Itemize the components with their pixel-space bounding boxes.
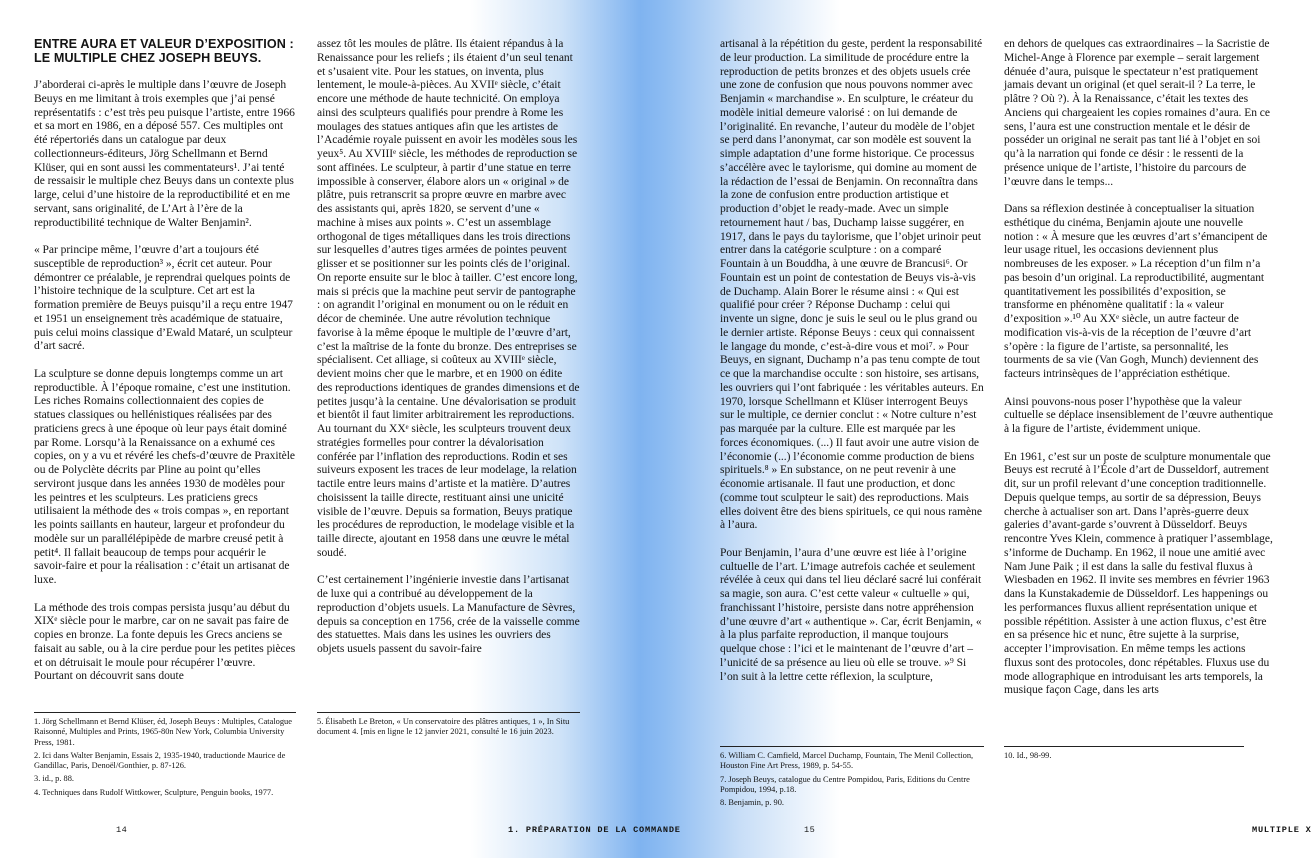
paragraph: en dehors de quelques cas extraordinaires – la Sacristie de Michel-Ange à Florence par exemple – serait largement dénuée d’aura, puisque le spectateur n’est pratiquement jamais devant un original (et quel serait-il ? La terre, le plâtre ? Où ?). À la Renaissance, c’était les textes des Anciens qui chargeaient les copies romaines d’aura. En ce sens, l’aura est une construction mentale et le désir de posséder un original ne serait pas tant lié à l’objet en soi qu’à la narration qui fonde ce désir : le ressenti de la présence unique de l’artiste, l’histoire du parcours de l’œuvre dans le temps... bbox=[1004, 38, 1270, 188]
footnote: 4. Techniques dans Rudolf Wittkower, Sculpture, Penguin books, 1977. bbox=[34, 787, 274, 797]
footnote: 3. id., p. 88. bbox=[34, 774, 75, 784]
footnote: 2. Ici dans Walter Benjamin, Essais 2, 1935-1940, traductionde Maurice de Gandillac, Paris, Denoël/Gonthier, p. 87-126. bbox=[34, 750, 286, 771]
paragraph: Dans sa réflexion destinée à conceptualiser la situation esthétique du cinéma, Benjamin ajoute une nouvelle notion : « À mesure que les œuvres d’art s’émancipent de leur usage rituel, les occasions deviennent plus nombreuses de les exposer. » La réception d’un film n’a pas besoin d’un original. La reproductibilité, augmentant quantitativement les possibilités d’exposition, se transforme en phénomène qualitatif : la « valeur d’exposition ».¹⁰ Au XXᵉ siècle, un autre facteur de modification vis-à-vis de la réception de l’œuvre d’art s’opère : la figure de l’artiste, sa personnalité, les tourments de sa vie (Van Gogh, Munch) deviennent des facteurs intrinsèques de l’appréciation esthétique. bbox=[1004, 203, 1268, 380]
footnotes-col1 bbox=[34, 712, 296, 801]
paragraph: Ainsi pouvons-nous poser l’hypothèse que la valeur cultuelle se déplace insensiblement de l’œuvre authentique à la figure de l’artiste, évidemment unique. bbox=[1004, 395, 1273, 435]
right-column-1 bbox=[720, 38, 984, 698]
running-head-left: 1. PRÉPARATION DE LA COMMANDE bbox=[508, 825, 681, 835]
right-column-2 bbox=[1004, 38, 1274, 712]
paragraph: J’aborderai ci-après le multiple dans l’œuvre de Joseph Beuys en me limitant à trois exemples que j’ai pensé représentatifs : c’est très peu puisque l’artiste, entre 1966 et sa mort en 1986, en a déposé 557. Ces multiples ont été répertoriés dans un catalogue par deux collectionneurs-éditeurs, Jörg Schellmann et Bernd Klüser, qui en sont aussi les commentateurs¹. J’ai tenté de ressaisir le multiple chez Beuys dans un contexte plus large, celui d’une histoire de la reproductibilité et en me servant, sans originalité, de L’Art à l’ère de la reproductibilité technique de Walter Benjamin². bbox=[34, 79, 295, 229]
footnote: 10. Id., 98-99. bbox=[1004, 751, 1052, 760]
paragraph: C’est certainement l’ingénierie investie dans l’artisanat de luxe qui a contribué au développement de la reproduction d’objets usuels. La Manufacture de Sèvres, depuis sa conception en 1756, crée de la vaisselle comme des statuettes. Mais dans les usines les ouvriers des objets usuels passent du savoir-faire bbox=[317, 574, 580, 655]
footnote: 5. Élisabeth Le Breton, « Un conservatoire des plâtres antiques, 1 », In Situ document 4. [mis en ligne le 12 janvier 2021, consulté le 16 juin 2023. bbox=[317, 717, 570, 737]
page-number-right: 15 bbox=[804, 825, 816, 835]
paragraph: « Par principe même, l’œuvre d’art a toujours été susceptible de reproduction³ », écrit cet auteur. Pour démontrer ce préalable, je reprendrai quelques points de l’histoire technique de la sculpture. Cet art est la formation première de Beuys puisqu’il a reçu entre 1947 et 1951 un enseignement très académique de statuaire, puis celui moins classique d’Ewald Mataré, un sculpteur d’art sacré. bbox=[34, 244, 293, 353]
paragraph: artisanal à la répétition du geste, perdent la responsabilité de leur production. La similitude de procédure entre la reproduction de petits bronzes et des objets usuels crée une zone de confusion que nous pouvons nommer avec Benjamin « marchandise ». En sculpture, le créateur du modèle initial demeure valorisé : on lui demande de l’originalité. En revanche, l’auteur du modèle de l’objet se perd dans l’anonymat, car son modèle est souvent la simple adaptation d’une forme historique. Ce processus s’accélère avec le taylorisme, qui domine au moment de la rédaction de l’essai de Benjamin. On reconnaîtra dans la zone de confusion entre production artistique et production d’objet le ready-made. Avec un simple retournement haut / bas, Duchamp laisse suggérer, en 1917, dans le pays du taylorisme, que l’objet urinoir peut entrer dans la catégorie sculpture : on a comparé Fountain à un Bouddha, à une œuvre de Brancusi⁶. Or Fountain est un point de contestation de Beuys vis-à-vis de Duchamp. Alain Borer le résume ainsi : « Qui est qualifié pour créer ? Réponse Duchamp : celui qui invente un signe, donc je suis le seul ou le plus grand ou le dernier artiste. Réponse Beuys : ceux qui connaissent le langage du monde, c’est-à-dire vous et moi⁷. » Pour Beuys, en signant, Duchamp n’a pas tenu compte de tout ce que la marchandise occulte : son histoire, ses artisans, les ouvriers qui l’ont fabriquée : les véritables auteurs. En 1970, lorsque Schellmann et Klüser interrogent Beuys sur le multiple, ce dernier conclut : « Notre culture n’est pas marquée par la culture. Elle est marquée par les forces économiques. (...) Il faut avoir une autre vision de l’économie (...) l’économie comme production de biens spirituels.⁸ » En substance, on ne peut revenir à une économie artisanale. Il faut une production, et donc (comme tout sculpteur le sait) des reproductions. Mais elles doivent être des biens spirituels, ce qui nous ramène à l’aura. bbox=[720, 38, 984, 532]
paragraph: La sculpture se donne depuis longtemps comme un art reproductible. À l’époque romaine, c’est une institution. Les riches Romains collectionnaient des copies de statues classiques ou hellénistiques réalisées par des praticiens grecs à une époque où leur pays était dominé par Rome. Lorsqu’à la Renaissance on a exhumé ces copies, on y a vu et révéré les chefs-d’œuvre de Praxitèle ou de Polyclète décrits par Pline au point qu’elles serviront jusque dans les années 1930 de modèles pour les peintres et les sculpteurs. Les praticiens grecs utilisaient la méthode des « trois compas », en reportant les points saillants en hauteur, largeur et profondeur du modèle sur un parallélépipède de marbre creusé petit à petit⁴. Il fallait beaucoup de temps pour acquérir le savoir-faire et pour la réalisation : c’était un artisanat de luxe. bbox=[34, 367, 295, 586]
page-number-left: 14 bbox=[116, 825, 128, 835]
footnotes-col3 bbox=[720, 746, 984, 811]
footnote: 8. Benjamin, p. 90. bbox=[720, 798, 784, 808]
paragraph: Pour Benjamin, l’aura d’une œuvre est liée à l’origine cultuelle de l’art. L’image autrefois cachée et seulement révélée à ceux qui dans tel lieu déclaré sacré lui conférait sa magie, son aura. C’est cette valeur « cultuelle » qui, franchissant l’histoire, persiste dans notre appréhension d’une œuvre d’art « authentique ». Car, écrit Benjamin, « à la plus parfaite reproduction, il manque toujours quelque chose : l’ici et le maintenant de l’œuvre d’art – l’unicité de sa présence au lieu où elle se trouve. »⁹ Si l’on suit à la lettre cette réflexion, la sculpture, bbox=[720, 546, 982, 683]
footnote: 7. Joseph Beuys, catalogue du Centre Pompidou, Paris, Editions du Centre Pompidou, 1994, p.18. bbox=[720, 774, 970, 794]
footnotes-col2 bbox=[317, 712, 580, 741]
article-title: ENTRE AURA ET VALEUR D’EXPOSITION : LE MULTIPLE CHEZ JOSEPH BEUYS. bbox=[34, 37, 294, 65]
paragraph: En 1961, c’est sur un poste de sculpture monumentale que Beuys est recruté à l’École d’art de Dusseldorf, autrement dit, sur un profil relevant d’une conception traditionnelle. Depuis quelque temps, au sortir de sa dépression, Beuys cherche à actualiser son art. Dans l’après-guerre deux galeries d’avant-garde s’ouvrent à Düsseldorf. Beuys rencontre Yves Klein, commence à pratiquer l’assemblage, s’informe de Duchamp. En 1962, il noue une amitié avec Nam June Paik ; il est dans la salle du festival fluxus à Wiesbaden en 1962. Il invite ses membres en février 1963 dans la Kunstakademie de Düsseldorf. Les happenings ou les performances fluxus allient représentation unique et possible répétition. Assister à une action fluxus, c’est être en sa présence hic et nunc, être sujette à la surprise, accepter l’improvisation. En même temps les actions fluxus sont des protocoles, donc répétables. Fluxus use du mode allographique en introduisant les arts temporels, la musique façon Cage, dans les arts bbox=[1004, 450, 1273, 697]
footnotes-col4 bbox=[1004, 746, 1244, 764]
left-column-1 bbox=[34, 38, 296, 698]
footnote: 6. William C. Camfield, Marcel Duchamp, Fountain, The Menil Collection, Houston Fine Art Press, 1989, p. 54-55. bbox=[720, 751, 974, 771]
footnote: 1. Jörg Schellmann et Bernd Klüser, éd, Joseph Beuys : Multiples, Catalogue Raisonné, Multiples and Prints, 1965-80n New York, Columbia University Press, 1981. bbox=[34, 717, 292, 747]
running-head-right: MULTIPLE X bbox=[1252, 825, 1312, 835]
left-column-2 bbox=[317, 38, 580, 671]
paragraph: assez tôt les moules de plâtre. Ils étaient répandus à la Renaissance pour les reliefs ; ils étaient d’un seul tenant et s’usaient vite. Pour les statues, on inventa, plus lentement, le moule-à-pièces. Au XVIIᵉ siècle, c’était encore une méthode de haute technicité. On employa ainsi des sculpteurs qualifiés pour prendre à Rome les moulages des statues antiques afin que les artistes de l’Académie royale puissent en avoir les modèles sous les yeux⁵. Au XVIIIᵉ siècle, les méthodes de reproduction se sont affinées. Le sculpteur, à partir d’une statue en terre impossible à conserver, élabore alors un « original » de plâtre, puis retranscrit sa propre œuvre en marbre avec des assistants qui, après 1820, se servent d’une « machine à mises aux points ». C’est un assemblage orthogonal de tiges métalliques dans les trois directions sur lesquelles d’autres tiges armées de pointes peuvent glisser et se positionner sur les points clés de l’original. On reporte ensuite sur le bloc à tailler. C’est encore long, mais si précis que la machine peut servir de pantographe : on agrandit l’original en monument ou on le réduit en décor de cheminée. Une autre révolution technique favorise à la même époque le multiple de l’œuvre d’art, c’est la maîtrise de la fonte du bronze. Des entreprises se spécialisent. Cet alliage, si coûteux au XVIIIᵉ siècle, devient moins cher que le marbre, et en 1900 on édite des reproductions identiques de grandes dimensions et de petites jusqu’à la centaine. Une dévalorisation se produit et bientôt il faut limiter arbitrairement les reproductions. Au tournant du XXᵉ siècle, les sculpteurs trouvent deux stratégies formelles pour contrer la dévalorisation conférée par l’inflation des reproductions. Rodin et ses suiveurs exposent les traces de leur modelage, la relation tactile entre leurs mains d’artiste et la matière. D’autres choisissent la taille directe, restituant ainsi une unicité visible de l’œuvre. Depuis sa formation, Beuys pratique les procédures de reproduction, le modelage visible et la taille directe, ajoutant en 1958 dans une œuvre le métal soudé. bbox=[317, 38, 580, 559]
paragraph: La méthode des trois compas persista jusqu’au début du XIXᵉ siècle pour le marbre, car on ne savait pas faire de copies en bronze. La fonte depuis les Grecs anciens se faisait au sable, ou à la cire perdue pour les petites pièces et on détruisait le moule pour récupérer l’œuvre. Pourtant on découvrit sans doute bbox=[34, 601, 296, 683]
